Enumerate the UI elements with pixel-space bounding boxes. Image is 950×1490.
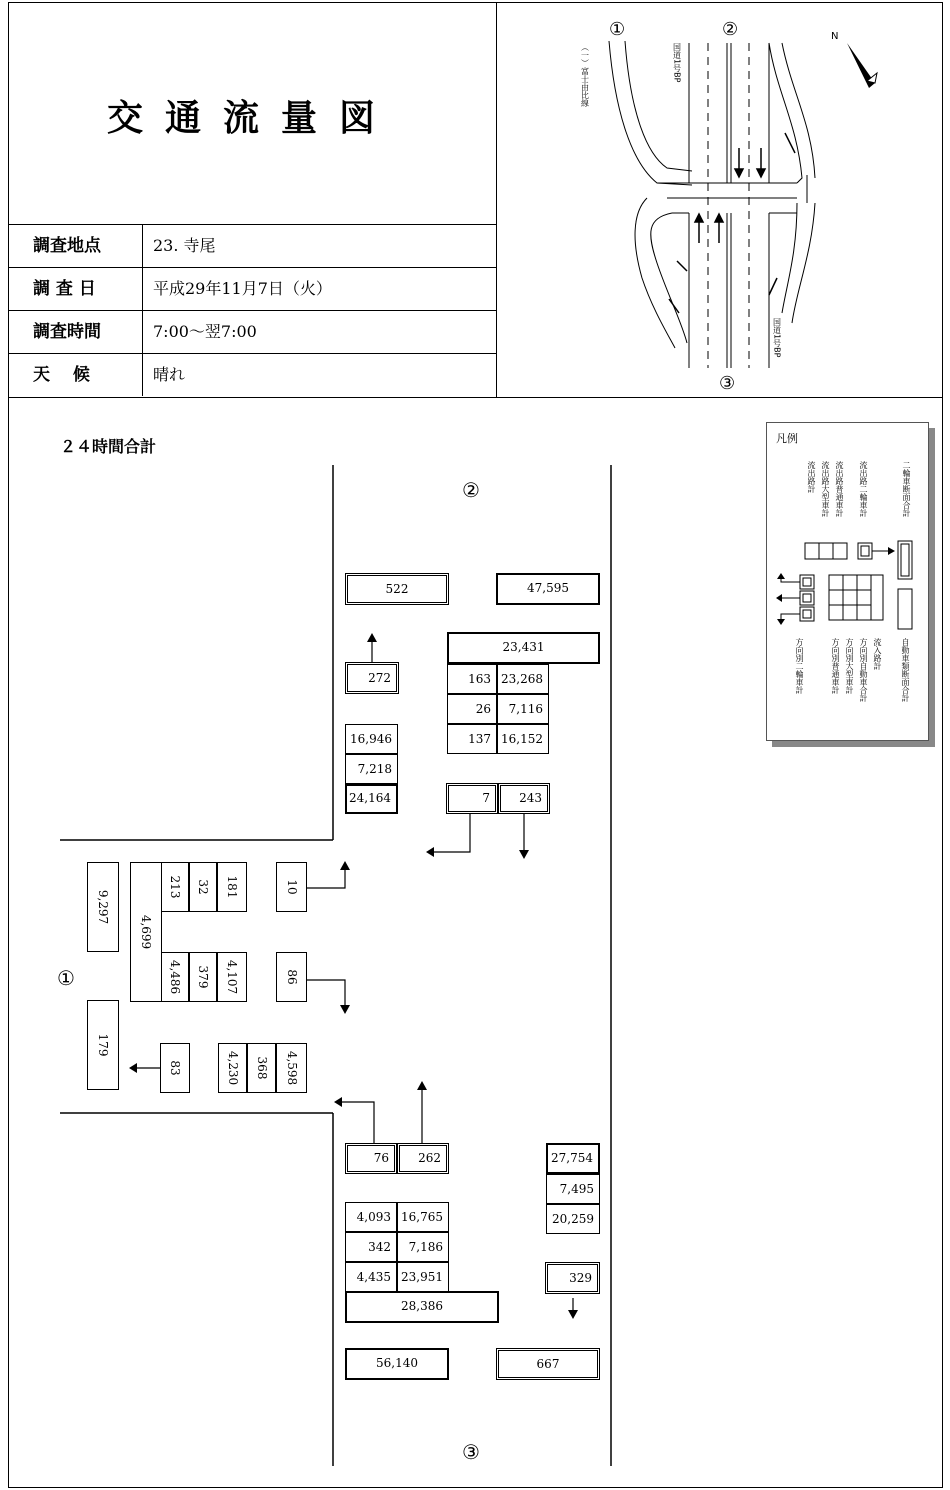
west-inflow-top-2: [217, 862, 247, 912]
south-turn-twowheel-up: 262: [397, 1143, 449, 1174]
map-road-left: （一）富士由比線: [580, 43, 590, 107]
west-outflow-0: [218, 1043, 247, 1093]
legend-top-label-0: 流出路計: [807, 461, 816, 493]
legend-top-label-3: 流出路二輪車計: [859, 461, 868, 517]
west-vehicle-section-total: [87, 862, 119, 952]
north-turn-twowheel-left: 7: [446, 783, 498, 814]
south-inflow-twowheel-0: 4,093: [345, 1202, 397, 1232]
svg-text:N: N: [831, 31, 839, 42]
west-twowheel-section-total: [87, 1000, 119, 1090]
south-inflow-vehicle-2: 23,951: [397, 1262, 449, 1292]
north-twowheel-section-total: 522: [345, 573, 449, 605]
map-approach-1: ①: [609, 19, 626, 40]
south-outflow-twowheel: 329: [545, 1262, 600, 1294]
south-twowheel-section-total: 667: [496, 1348, 600, 1380]
map-approach-2: ②: [722, 19, 739, 40]
west-inflow-total-value: 4,699: [139, 914, 153, 950]
south-inflow-total: 28,386: [345, 1291, 499, 1323]
location-label: 調査地点: [8, 225, 143, 267]
west-inflow-top-0-value: 213: [168, 875, 182, 899]
legend-bottom-label-0: 方向別二輪車計: [795, 638, 804, 694]
west-inflow-total: [130, 862, 162, 1002]
south-inflow-vehicle-0: 16,765: [397, 1202, 449, 1232]
map-approach-3: ③: [719, 373, 736, 394]
north-inflow-vehicle-1: 7,116: [497, 694, 549, 724]
legend-top-label-2: 流出路普通車計: [835, 461, 844, 517]
south-outflow-1: 7,495: [546, 1174, 600, 1204]
west-vehicle-section-total-value: 9,297: [96, 889, 110, 925]
approach-3-label: ③: [462, 1440, 480, 1464]
west-inflow-top-2-value: 181: [225, 875, 239, 899]
west-inflow-top-1: [189, 862, 217, 912]
west-turn-twowheel-up-value: 10: [284, 879, 299, 895]
legend-bottom-label-1: 方向別普通車計: [831, 638, 840, 694]
map-road-top: 国道1号BP: [672, 43, 682, 83]
north-inflow-vehicle-0: 23,268: [497, 664, 549, 694]
west-inflow-bottom-1: [189, 952, 217, 1002]
west-inflow-top-0: [161, 862, 189, 912]
north-inflow-twowheel-1: 26: [447, 694, 497, 724]
approach-1-label: ①: [57, 966, 75, 990]
legend-bottom-label-2: 方向別大型車計: [845, 638, 854, 694]
north-inflow-vehicle-2: 16,152: [497, 724, 549, 754]
date-label: 調 査 日: [8, 268, 143, 310]
south-inflow-vehicle-1: 7,186: [397, 1232, 449, 1262]
west-inflow-top-1-value: 32: [196, 879, 210, 895]
weather-label: 天 候: [8, 354, 143, 396]
north-inflow-twowheel-0: 163: [447, 664, 497, 694]
north-turn-twowheel-straight: 243: [498, 783, 550, 814]
time-value: 7:00～翌7:00: [153, 322, 257, 341]
south-inflow-twowheel-1: 342: [345, 1232, 397, 1262]
north-outflow-twowheel: 272: [345, 662, 399, 694]
west-outflow-twowheel: [160, 1043, 190, 1093]
north-inflow-twowheel-2: 137: [447, 724, 497, 754]
north-vehicle-section-total: 47,595: [496, 573, 600, 605]
west-inflow-bottom-0-value: 4,486: [168, 959, 182, 995]
west-outflow-1: [247, 1043, 276, 1093]
south-turn-twowheel-left: 76: [345, 1143, 397, 1174]
legend-bottom-label-4: 流入路計: [873, 638, 882, 670]
legend-top-label-4: 二輪車断面合計: [902, 461, 911, 517]
west-turn-twowheel-down: [276, 952, 307, 1002]
south-outflow-2: 20,259: [546, 1204, 600, 1234]
location-value: 23. 寺尾: [153, 236, 216, 255]
west-turn-twowheel-down-value: 86: [284, 969, 299, 985]
west-outflow-0-value: 4,230: [225, 1050, 240, 1086]
west-inflow-bottom-1-value: 379: [196, 965, 210, 989]
west-inflow-bottom-2: [217, 952, 247, 1002]
west-outflow-1-value: 368: [254, 1056, 269, 1080]
south-vehicle-section-total: 56,140: [345, 1348, 449, 1380]
page-title: 交通流量図: [106, 98, 397, 139]
west-outflow-2-value: 4,598: [284, 1050, 299, 1086]
map-road-bottom: 国道1号BP: [772, 318, 782, 358]
weather-value: 晴れ: [153, 365, 186, 384]
date-value: 平成29年11月7日（火）: [153, 279, 332, 298]
legend-bottom-label-3: 方向別自動車合計: [859, 638, 868, 702]
west-inflow-bottom-2-value: 4,107: [225, 959, 239, 995]
legend-top-label-1: 流出路大型車計: [821, 461, 830, 517]
south-inflow-twowheel-2: 4,435: [345, 1262, 397, 1292]
south-outflow-0: 27,754: [546, 1143, 600, 1174]
legend-bottom-label-5: 自動車類断面合計: [901, 638, 910, 702]
west-inflow-bottom-0: [161, 952, 189, 1002]
legend-title: 凡例: [776, 432, 798, 445]
west-outflow-twowheel-value: 83: [168, 1060, 182, 1076]
north-outflow-2: 24,164: [345, 784, 398, 814]
section-label: ２４時間合計: [60, 437, 157, 456]
west-turn-twowheel-up: [276, 862, 307, 912]
north-outflow-1: 7,218: [345, 754, 398, 784]
west-outflow-2: [276, 1043, 307, 1093]
north-outflow-0: 16,946: [345, 724, 398, 754]
north-inflow-total: 23,431: [447, 632, 600, 664]
legend-box: [766, 422, 929, 741]
time-label: 調査時間: [8, 311, 143, 353]
west-twowheel-section-total-value: 179: [96, 1033, 110, 1057]
approach-2-label: ②: [462, 478, 480, 502]
